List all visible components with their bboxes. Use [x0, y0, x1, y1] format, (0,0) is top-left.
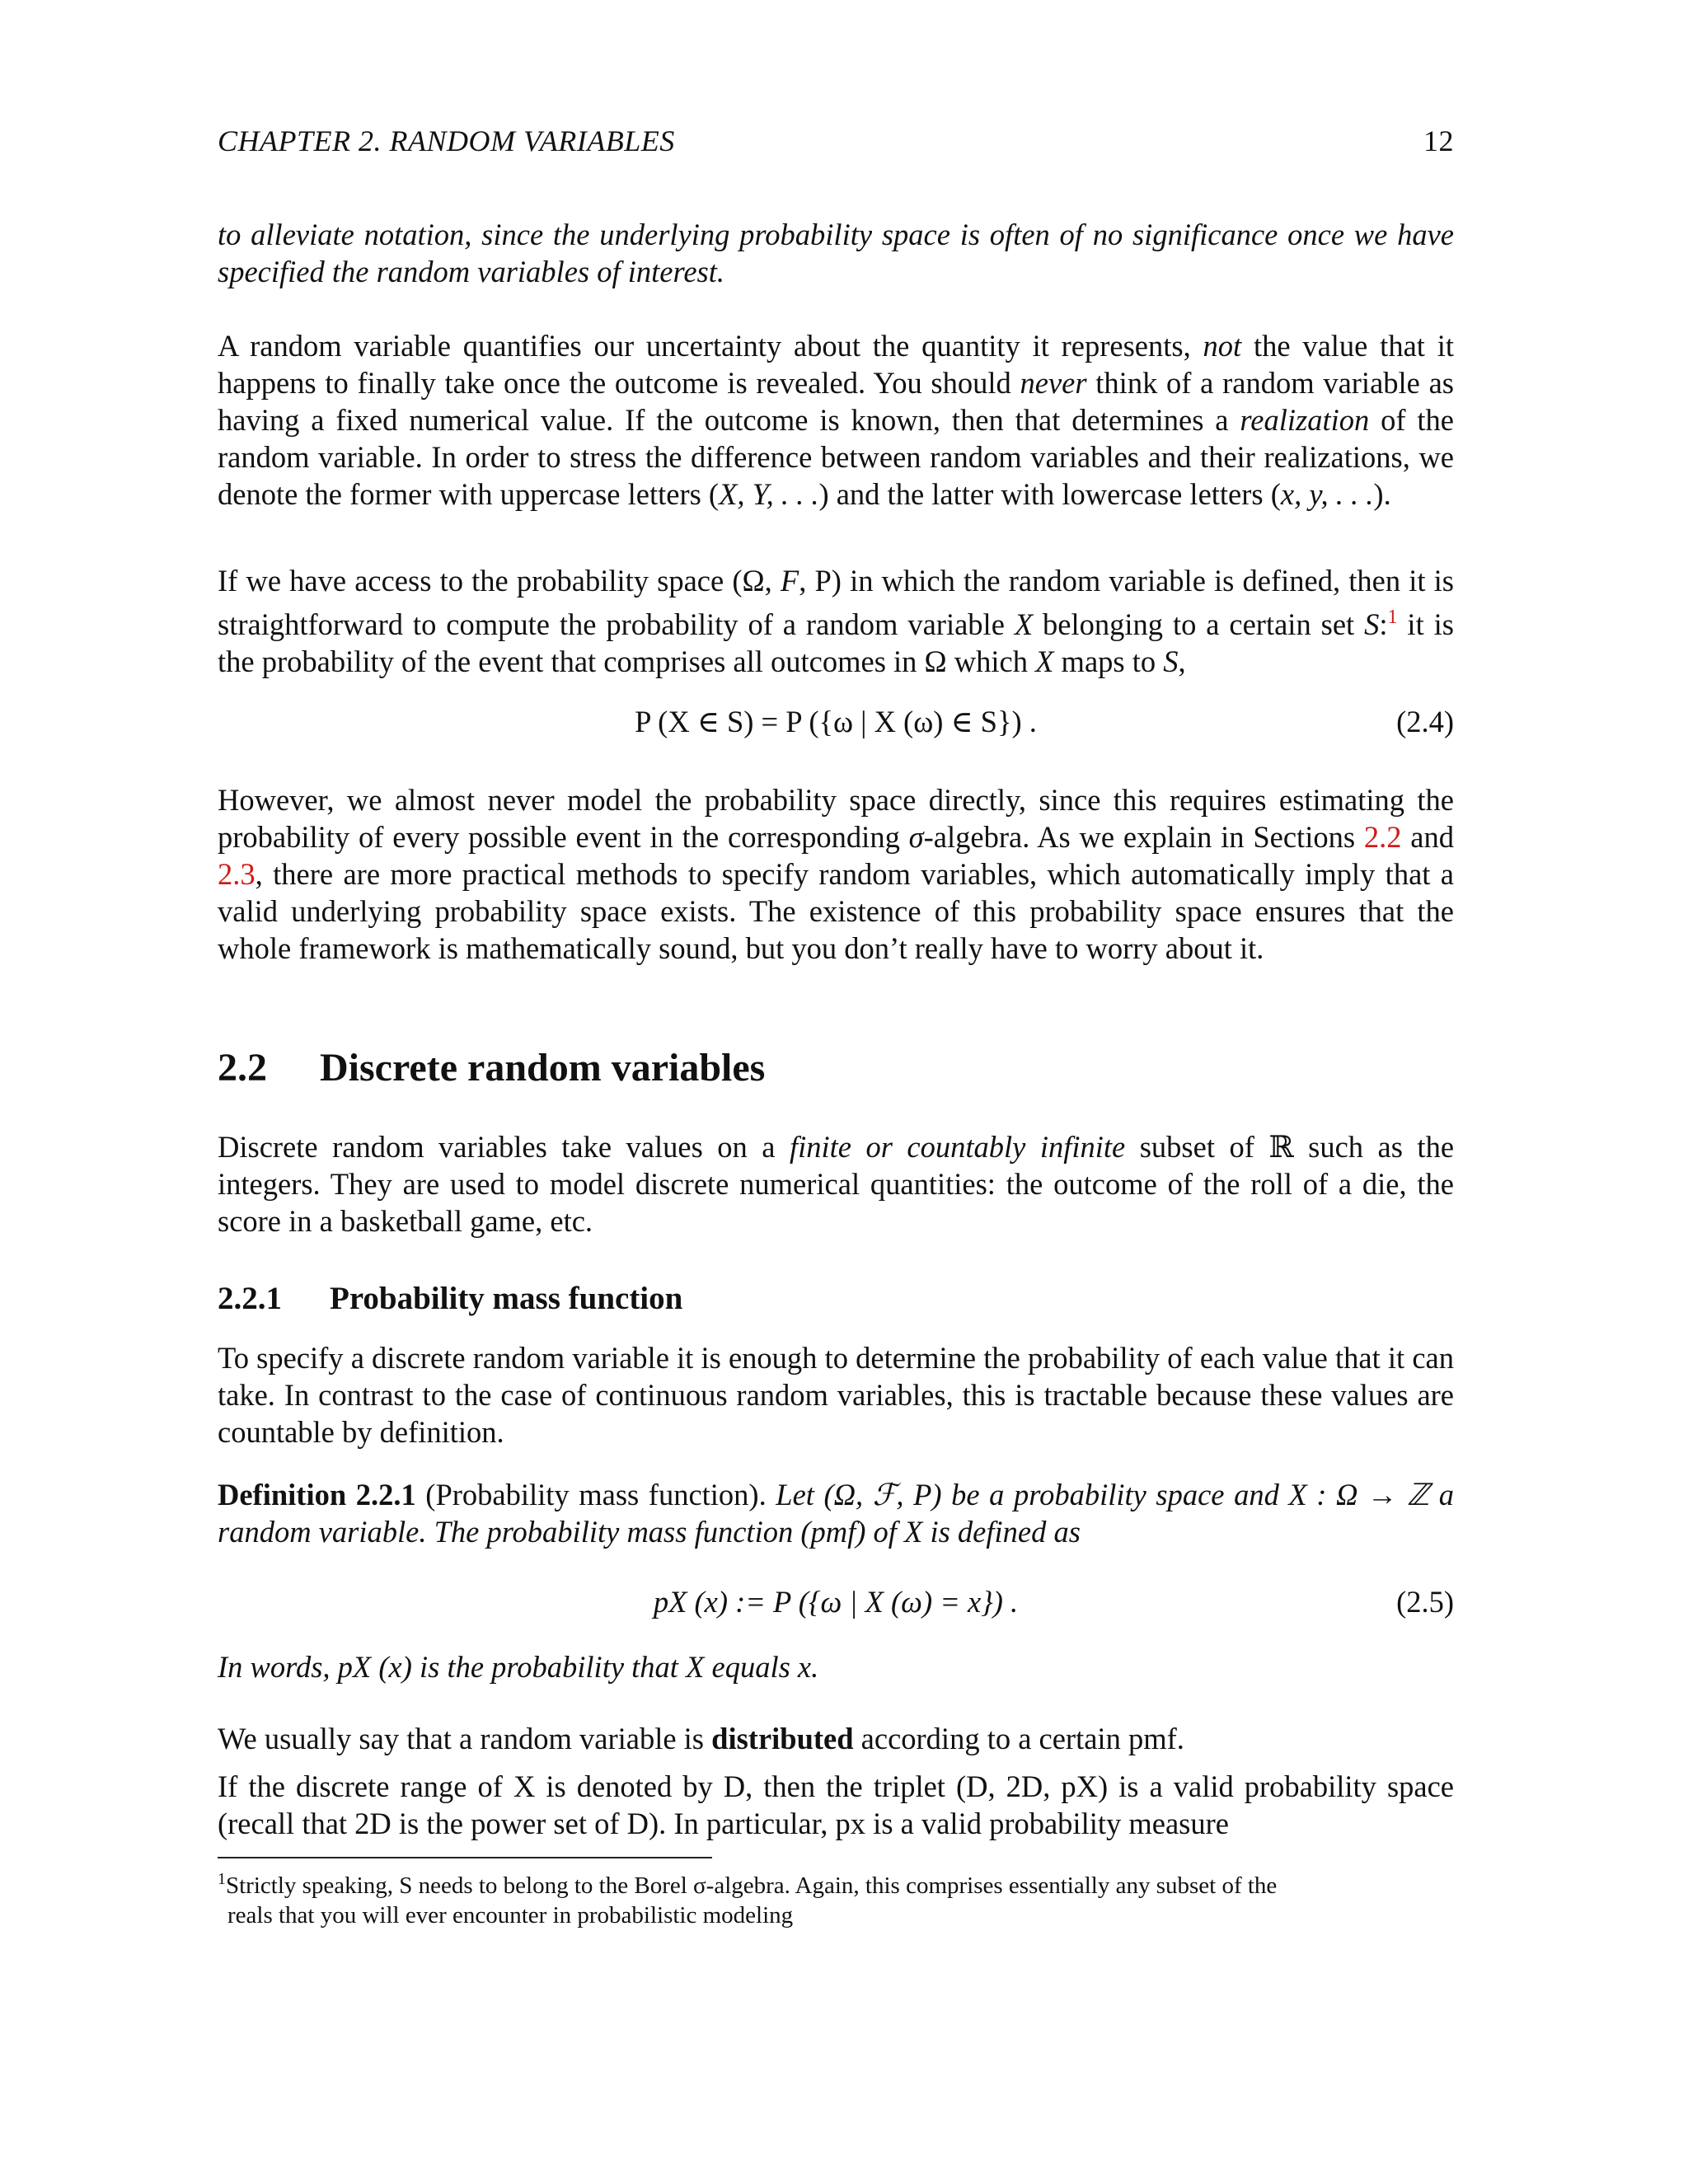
section-title: Discrete random variables: [320, 1046, 766, 1090]
equation-2-5: [218, 1583, 1454, 1620]
definition-explanation: In words, pX (x) is the probability that X equals x.: [218, 1650, 819, 1684]
subsection-title: Probability mass function: [330, 1281, 683, 1316]
definition-block: Definition 2.2.1 (Probability mass function). Let (Ω, ℱ, P) be a probability space and X : Ω → ℤ a random variable. The probability mass function (pmf) of X is defined as: [218, 1478, 1454, 1549]
paragraph-random-variable-uncertainty: A random variable quantifies our uncertainty about the quantity it represents, not the value that it happens to finally take once the outcome is revealed. You should never think of a random variable as having a fixed numerical value. If the outcome is known, then that determines a realization of the random variable. In order to stress the difference between random variables and their realizations, we denote the former with uppercase letters (X, Y, . . .) and the latter with lowercase letters (x, y, . . .).: [218, 329, 1455, 511]
paragraph-discrete-range: If the discrete range of X is denoted by D, then the triplet (D, 2D, pX) is a valid probability space (recall that 2D is the power set of D). In particular, px is a valid probability measure: [218, 1769, 1454, 1840]
paragraph-specify-discrete: To specify a discrete random variable it is enough to determine the probability of each value that it can take. In contrast to the case of continuous random variables, this is tractable because these values are countable by definition.: [218, 1341, 1454, 1449]
chapter-title: CHAPTER 2. RANDOM VARIABLES: [218, 124, 675, 157]
intro-paragraph: to alleviate notation, since the underlying probability space is often of no significance once we have specified the random variables of interest.: [218, 218, 1454, 288]
equation-number: (2.4): [1396, 705, 1454, 738]
footnote-line-2: reals that you will ever encounter in probabilistic modeling: [227, 1902, 794, 1929]
section-number: 2.2: [218, 1046, 267, 1090]
footnote-rule: [218, 1857, 712, 1858]
equation-body: P (X ∈ S) = P ({ω | X (ω) ∈ S}) .: [635, 705, 1037, 738]
definition-label: Definition 2.2.1: [218, 1478, 416, 1511]
equation-body: pX (x) := P ({ω | X (ω) = x}) .: [653, 1585, 1019, 1619]
footnote: [218, 1864, 1454, 1930]
paragraph-probability-space: If we have access to the probability space (Ω, F, P) in which the random variable is defined, then it is straightforward to compute the probability of a random variable X belonging to a certain set S:$^1$ it is the probability of the event that comprises all outcomes in Ω which X maps to S,: [218, 564, 1455, 678]
paragraph-discrete-intro: Discrete random variables take values on a finite or countably infinite subset of ℝ such as the integers. They are used to model discrete numerical quantities: the outcome of the roll of a die, the score in a basketball game, etc.: [218, 1130, 1455, 1238]
paragraph-sigma-algebra: However, we almost never model the probability space directly, since this requires estimating the probability of every possible event in the corresponding σ-algebra. As we explain in Sections 2.2 and 2.3, there are more practical methods to specify random variables, which automatically imply that a valid underlying probability space exists. The existence of this probability space ensures that the whole framework is mathematically sound, but you don’t really have to worry about it.: [218, 783, 1455, 965]
page-number: 12: [1423, 124, 1454, 157]
footnote-mark: 1: [218, 1870, 226, 1888]
footnote-ref-1[interactable]: 1: [1387, 607, 1398, 628]
subsection-number: 2.2.1: [218, 1281, 282, 1316]
equation-2-4: [218, 703, 1454, 740]
section-heading: [218, 1045, 765, 1090]
definition-name: (Probability mass function).: [415, 1478, 767, 1511]
footnote-line-1: Strictly speaking, S needs to belong to the Borel σ-algebra. Again, this comprises essentially any subset of the: [226, 1872, 1278, 1899]
running-header: [218, 124, 1454, 158]
section-ref-2-2[interactable]: 2.2: [1363, 820, 1402, 854]
paragraph-distributed: We usually say that a random variable is distributed according to a certain pmf.: [218, 1722, 1184, 1755]
equation-number: (2.5): [1396, 1585, 1454, 1619]
subsection-heading: [218, 1280, 682, 1317]
section-ref-2-3[interactable]: 2.3: [218, 857, 256, 891]
